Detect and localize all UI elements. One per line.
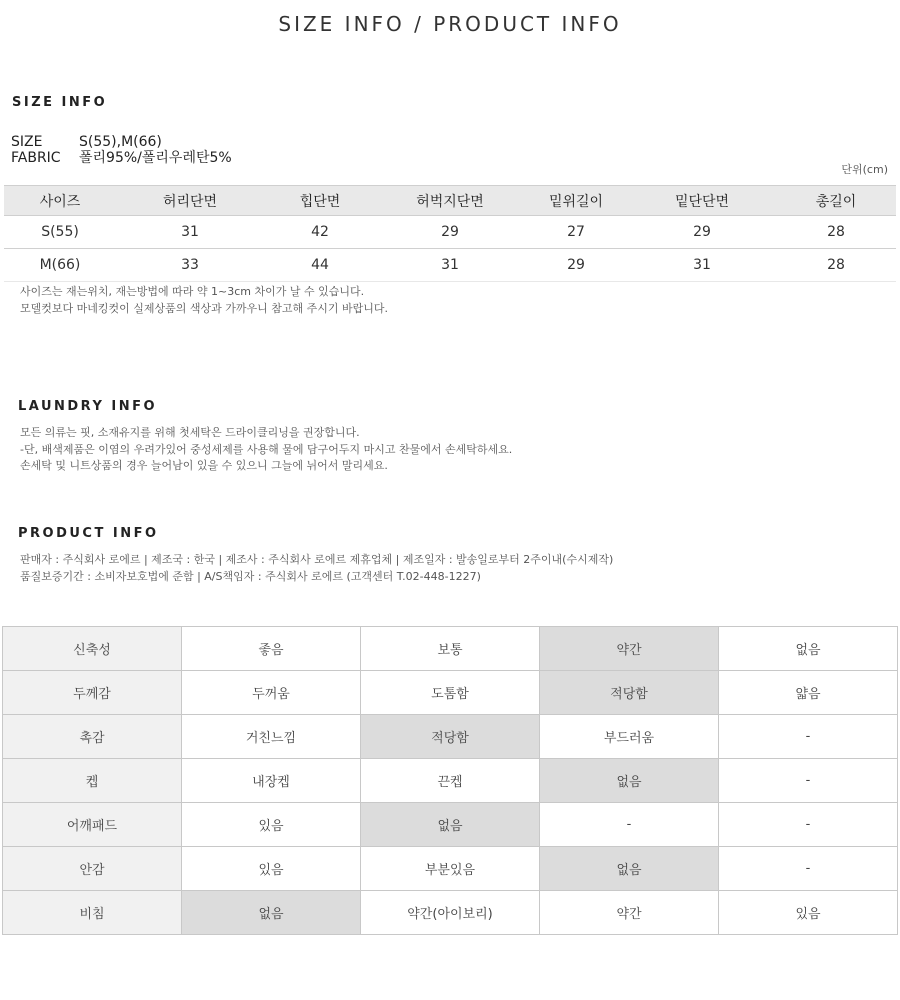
measure-cell: 29: [524, 249, 628, 282]
property-option: 끈켑: [361, 759, 540, 803]
property-option: -: [719, 715, 898, 759]
page-title: SIZE INFO / PRODUCT INFO: [278, 12, 622, 36]
size-spec-row: [11, 134, 162, 150]
table-row: [4, 249, 896, 282]
laundry-note: 모든 의류는 핏, 소재유지를 위해 첫세탁은 드라이클리닝을 권장합니다.: [20, 426, 360, 439]
laundry-info-heading: LAUNDRY INFO: [18, 399, 158, 414]
fabric-value: 폴리95%/폴리우레탄5%: [79, 150, 232, 166]
fabric-spec-row: [11, 150, 232, 166]
measure-cell: 31: [376, 249, 524, 282]
property-label: 신축성: [3, 627, 182, 671]
property-label: 어깨패드: [3, 803, 182, 847]
property-option: 두꺼움: [182, 671, 361, 715]
measure-cell: 31: [628, 249, 776, 282]
property-option: 보통: [361, 627, 540, 671]
property-label: 켑: [3, 759, 182, 803]
size-note: 사이즈는 재는위치, 재는방법에 따라 약 1~3cm 차이가 날 수 있습니다.: [20, 285, 365, 298]
fabric-label: FABRIC: [11, 150, 61, 166]
property-option: 얇음: [719, 671, 898, 715]
fabric-row: [3, 891, 898, 935]
size-table-header-cell: 힙단면: [264, 186, 376, 216]
size-table-header: [4, 186, 896, 216]
property-label: 비침: [3, 891, 182, 935]
size-table-header-cell: 밑단단면: [628, 186, 776, 216]
laundry-notes: [20, 425, 512, 475]
property-label: 두께감: [3, 671, 182, 715]
fabric-row: [3, 847, 898, 891]
measure-cell: 29: [376, 216, 524, 249]
size-table-header-cell: 허리단면: [116, 186, 264, 216]
laundry-note: -단, 배색제품은 이염의 우려가있어 중성세제를 사용해 물에 담구어두지 마시고 찬물에서 손세탁하세요.: [20, 442, 513, 456]
property-label: 촉감: [3, 715, 182, 759]
measure-cell: 28: [776, 249, 896, 282]
measure-cell: 27: [524, 216, 628, 249]
size-table-header-cell: 사이즈: [4, 186, 116, 216]
property-option: -: [719, 803, 898, 847]
table-row: [4, 216, 896, 249]
property-option: 없음: [540, 847, 719, 891]
property-label: 안감: [3, 847, 182, 891]
measure-cell: 42: [264, 216, 376, 249]
measure-cell: 31: [116, 216, 264, 249]
product-info-heading: PRODUCT INFO: [18, 526, 159, 541]
size-label: SIZE: [11, 134, 43, 150]
property-option: 없음: [182, 891, 361, 935]
unit-label: 단위(cm): [841, 163, 888, 176]
size-cell: S(55): [4, 216, 116, 249]
property-option: 없음: [719, 627, 898, 671]
laundry-note: 손세탁 및 니트상품의 경우 늘어남이 있을 수 있으니 그늘에 뉘어서 말리세요.: [20, 459, 388, 472]
fabric-row: [3, 671, 898, 715]
size-table: [4, 185, 896, 282]
property-option: 없음: [361, 803, 540, 847]
property-option: 적당함: [540, 671, 719, 715]
property-option: -: [719, 847, 898, 891]
property-option: 약간: [540, 891, 719, 935]
size-table-header-cell: 밑위길이: [524, 186, 628, 216]
fabric-row: [3, 715, 898, 759]
fabric-row: [3, 759, 898, 803]
size-value: S(55),M(66): [79, 134, 162, 150]
property-option: 약간(아이보리): [361, 891, 540, 935]
property-option: 도톰함: [361, 671, 540, 715]
size-table-header-cell: 총길이: [776, 186, 896, 216]
property-option: 거친느낌: [182, 715, 361, 759]
property-option: 부분있음: [361, 847, 540, 891]
size-notes: [20, 284, 388, 317]
property-option: 내장켑: [182, 759, 361, 803]
property-option: 좋음: [182, 627, 361, 671]
fabric-row: [3, 803, 898, 847]
property-option: 있음: [182, 847, 361, 891]
property-option: 적당함: [361, 715, 540, 759]
property-option: 부드러움: [540, 715, 719, 759]
property-option: 있음: [719, 891, 898, 935]
measure-cell: 29: [628, 216, 776, 249]
property-option: 약간: [540, 627, 719, 671]
property-option: -: [540, 803, 719, 847]
measure-cell: 33: [116, 249, 264, 282]
size-cell: M(66): [4, 249, 116, 282]
property-option: 있음: [182, 803, 361, 847]
fabric-row: [3, 627, 898, 671]
product-notes: [20, 552, 613, 585]
property-option: -: [719, 759, 898, 803]
product-note: 판매자 : 주식회사 로에르 | 제조국 : 한국 | 제조사 : 주식회사 로에르 제휴업체 | 제조일자 : 발송일로부터 2주이내(수시제작): [20, 553, 614, 566]
property-option: 없음: [540, 759, 719, 803]
size-note: 모델컷보다 마네킹컷이 실제상품의 색상과 가까우니 참고해 주시기 바랍니다.: [20, 301, 389, 315]
measure-cell: 28: [776, 216, 896, 249]
size-info-heading: SIZE INFO: [12, 95, 108, 110]
size-table-header-cell: 허벅지단면: [376, 186, 524, 216]
fabric-property-table: [2, 626, 898, 935]
product-note: 품질보증기간 : 소비자보호법에 준함 | A/S책임자 : 주식회사 로에르 (고객센터 T.02-448-1227): [20, 569, 481, 583]
measure-cell: 44: [264, 249, 376, 282]
